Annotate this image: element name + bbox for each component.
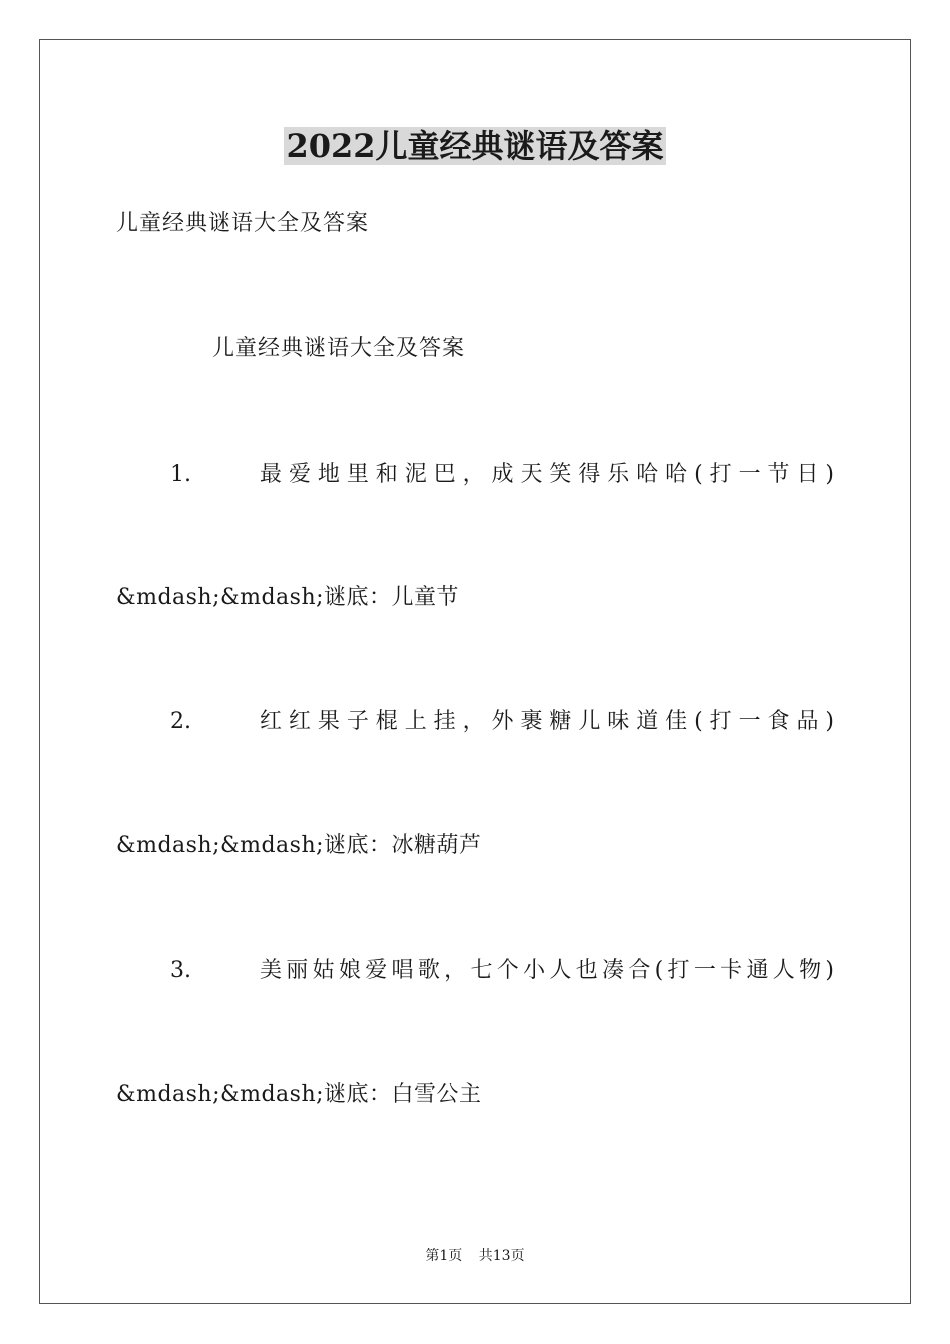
page-footer [0,1246,950,1266]
riddle-question: 红红果子棍上挂，外裹糖儿味道佳(打一食品) [260,709,836,734]
riddle-question: 美丽姑娘爱唱歌，七个小人也凑合(打一卡通人物) [260,958,836,983]
riddle-number: 3. [170,958,191,983]
riddle-number: 2. [170,709,191,734]
riddle-question: 最爱地里和泥巴，成天笑得乐哈哈(打一节日) [260,462,836,487]
riddle-answer: &mdash;&mdash;谜底：冰糖葫芦 [116,833,482,858]
page-number: 第1页 [425,1248,463,1264]
page-total: 共13页 [478,1248,525,1264]
document-title: 2022儿童经典谜语及答案 [286,127,664,165]
riddle-answer: &mdash;&mdash;谜底：儿童节 [116,585,460,610]
section-heading: 儿童经典谜语大全及答案 [212,336,466,361]
riddle-item [116,459,836,491]
riddle-answer: &mdash;&mdash;谜底：白雪公主 [116,1082,482,1107]
riddle-number: 1. [170,462,191,487]
riddle-item [116,955,836,987]
subtitle: 儿童经典谜语大全及答案 [116,211,370,236]
riddle-item [116,706,836,738]
